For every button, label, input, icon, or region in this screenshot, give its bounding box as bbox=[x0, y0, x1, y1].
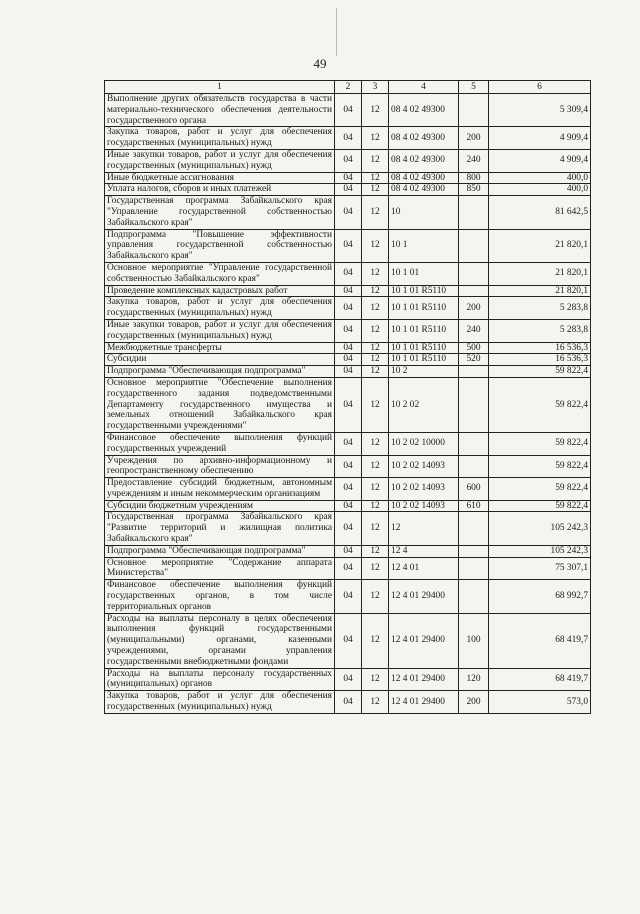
row-amount-cell: 400,0 bbox=[489, 172, 591, 184]
page-number: 49 bbox=[313, 56, 327, 71]
table-row bbox=[105, 668, 591, 691]
table-row bbox=[105, 149, 591, 172]
row-subsection-cell: 12 bbox=[362, 127, 389, 150]
row-target-article-cell: 08 4 02 49300 bbox=[389, 149, 459, 172]
table-row bbox=[105, 196, 591, 229]
row-target-article-cell: 12 bbox=[389, 512, 459, 545]
scan-fold-line bbox=[336, 8, 337, 56]
row-section-cell: 04 bbox=[335, 297, 362, 320]
row-name-cell: Расходы на выплаты персоналу в целях обеспечения выполнения функций государственными (муниципальными) органами, казенными учреждениями, органами управления государственными внебюджетными фондами bbox=[105, 613, 335, 668]
row-amount-cell: 21 820,1 bbox=[489, 262, 591, 285]
row-section-cell: 04 bbox=[335, 432, 362, 455]
row-expense-type-cell bbox=[459, 285, 489, 297]
row-expense-type-cell: 520 bbox=[459, 354, 489, 366]
row-target-article-cell: 10 2 02 14093 bbox=[389, 500, 459, 512]
row-subsection-cell: 12 bbox=[362, 557, 389, 580]
row-amount-cell: 59 822,4 bbox=[489, 432, 591, 455]
row-subsection-cell: 12 bbox=[362, 354, 389, 366]
row-expense-type-cell bbox=[459, 94, 489, 127]
row-section-cell: 04 bbox=[335, 149, 362, 172]
row-section-cell: 04 bbox=[335, 377, 362, 432]
row-target-article-cell: 12 4 01 29400 bbox=[389, 668, 459, 691]
column-header: 6 bbox=[489, 81, 591, 94]
row-name-cell: Подпрограмма "Обеспечивающая подпрограмма" bbox=[105, 545, 335, 557]
row-target-article-cell: 10 bbox=[389, 196, 459, 229]
row-amount-cell: 4 909,4 bbox=[489, 149, 591, 172]
row-amount-cell: 5 283,8 bbox=[489, 319, 591, 342]
row-subsection-cell: 12 bbox=[362, 297, 389, 320]
table-row bbox=[105, 262, 591, 285]
row-subsection-cell: 12 bbox=[362, 580, 389, 613]
table-row bbox=[105, 455, 591, 478]
row-target-article-cell: 12 4 bbox=[389, 545, 459, 557]
row-expense-type-cell: 610 bbox=[459, 500, 489, 512]
row-expense-type-cell bbox=[459, 377, 489, 432]
row-subsection-cell: 12 bbox=[362, 285, 389, 297]
row-expense-type-cell bbox=[459, 432, 489, 455]
row-section-cell: 04 bbox=[335, 580, 362, 613]
row-expense-type-cell: 200 bbox=[459, 691, 489, 714]
row-subsection-cell: 12 bbox=[362, 545, 389, 557]
column-header: 4 bbox=[389, 81, 459, 94]
row-subsection-cell: 12 bbox=[362, 691, 389, 714]
row-expense-type-cell: 240 bbox=[459, 319, 489, 342]
row-subsection-cell: 12 bbox=[362, 94, 389, 127]
table-row bbox=[105, 366, 591, 378]
row-subsection-cell: 12 bbox=[362, 500, 389, 512]
row-target-article-cell: 10 2 02 bbox=[389, 377, 459, 432]
row-target-article-cell: 10 1 bbox=[389, 229, 459, 262]
row-name-cell: Межбюджетные трансферты bbox=[105, 342, 335, 354]
row-name-cell: Государственная программа Забайкальского края "Развитие территорий и жилищная политика Забайкальского края" bbox=[105, 512, 335, 545]
row-target-article-cell: 12 4 01 29400 bbox=[389, 613, 459, 668]
row-subsection-cell: 12 bbox=[362, 149, 389, 172]
row-expense-type-cell bbox=[459, 196, 489, 229]
row-name-cell: Проведение комплексных кадастровых работ bbox=[105, 285, 335, 297]
row-section-cell: 04 bbox=[335, 512, 362, 545]
row-target-article-cell: 12 4 01 bbox=[389, 557, 459, 580]
table-row bbox=[105, 691, 591, 714]
row-section-cell: 04 bbox=[335, 262, 362, 285]
table-row bbox=[105, 432, 591, 455]
row-name-cell: Уплата налогов, сборов и иных платежей bbox=[105, 184, 335, 196]
row-section-cell: 04 bbox=[335, 184, 362, 196]
budget-table bbox=[104, 80, 591, 714]
row-amount-cell: 16 536,3 bbox=[489, 342, 591, 354]
row-target-article-cell: 10 2 02 14093 bbox=[389, 478, 459, 501]
row-subsection-cell: 12 bbox=[362, 184, 389, 196]
table-row bbox=[105, 377, 591, 432]
row-amount-cell: 75 307,1 bbox=[489, 557, 591, 580]
row-section-cell: 04 bbox=[335, 668, 362, 691]
row-expense-type-cell bbox=[459, 455, 489, 478]
row-expense-type-cell bbox=[459, 580, 489, 613]
row-section-cell: 04 bbox=[335, 366, 362, 378]
row-subsection-cell: 12 bbox=[362, 668, 389, 691]
row-section-cell: 04 bbox=[335, 319, 362, 342]
row-section-cell: 04 bbox=[335, 455, 362, 478]
row-expense-type-cell: 240 bbox=[459, 149, 489, 172]
row-amount-cell: 105 242,3 bbox=[489, 545, 591, 557]
table-body bbox=[105, 94, 591, 714]
row-expense-type-cell: 600 bbox=[459, 478, 489, 501]
row-amount-cell: 59 822,4 bbox=[489, 455, 591, 478]
row-target-article-cell: 10 2 02 10000 bbox=[389, 432, 459, 455]
row-expense-type-cell bbox=[459, 545, 489, 557]
table-row bbox=[105, 285, 591, 297]
row-subsection-cell: 12 bbox=[362, 613, 389, 668]
column-header: 5 bbox=[459, 81, 489, 94]
row-name-cell: Государственная программа Забайкальского края "Управление государственной собственностью Забайкальского края" bbox=[105, 196, 335, 229]
row-name-cell: Иные бюджетные ассигнования bbox=[105, 172, 335, 184]
table-row bbox=[105, 512, 591, 545]
row-name-cell: Закупка товаров, работ и услуг для обеспечения государственных (муниципальных) нужд bbox=[105, 691, 335, 714]
table-row bbox=[105, 229, 591, 262]
row-name-cell: Субсидии бюджетным учреждениям bbox=[105, 500, 335, 512]
row-section-cell: 04 bbox=[335, 94, 362, 127]
row-expense-type-cell: 500 bbox=[459, 342, 489, 354]
row-amount-cell: 59 822,4 bbox=[489, 478, 591, 501]
row-target-article-cell: 10 1 01 R5110 bbox=[389, 342, 459, 354]
row-name-cell: Финансовое обеспечение выполнения функций государственных учреждений bbox=[105, 432, 335, 455]
column-header: 1 bbox=[105, 81, 335, 94]
table-row bbox=[105, 478, 591, 501]
table-row bbox=[105, 545, 591, 557]
row-target-article-cell: 10 1 01 bbox=[389, 262, 459, 285]
row-amount-cell: 4 909,4 bbox=[489, 127, 591, 150]
row-amount-cell: 573,0 bbox=[489, 691, 591, 714]
row-section-cell: 04 bbox=[335, 691, 362, 714]
table-row bbox=[105, 127, 591, 150]
row-amount-cell: 59 822,4 bbox=[489, 366, 591, 378]
row-name-cell: Иные закупки товаров, работ и услуг для обеспечения государственных (муниципальных) нужд bbox=[105, 149, 335, 172]
row-expense-type-cell bbox=[459, 366, 489, 378]
row-target-article-cell: 10 2 bbox=[389, 366, 459, 378]
row-name-cell: Основное мероприятие "Управление государственной собственностью Забайкальского края" bbox=[105, 262, 335, 285]
column-header: 3 bbox=[362, 81, 389, 94]
row-target-article-cell: 10 1 01 R5110 bbox=[389, 297, 459, 320]
row-target-article-cell: 10 1 01 R5110 bbox=[389, 354, 459, 366]
row-expense-type-cell bbox=[459, 262, 489, 285]
table-row bbox=[105, 319, 591, 342]
table-row bbox=[105, 613, 591, 668]
row-section-cell: 04 bbox=[335, 478, 362, 501]
row-section-cell: 04 bbox=[335, 342, 362, 354]
table-row bbox=[105, 342, 591, 354]
row-amount-cell: 81 642,5 bbox=[489, 196, 591, 229]
row-section-cell: 04 bbox=[335, 354, 362, 366]
row-name-cell: Закупка товаров, работ и услуг для обеспечения государственных (муниципальных) нужд bbox=[105, 127, 335, 150]
row-subsection-cell: 12 bbox=[362, 319, 389, 342]
table-row bbox=[105, 500, 591, 512]
row-name-cell: Выполнение других обязательств государства в части материально-технического обеспечения деятельности государственного органа bbox=[105, 94, 335, 127]
row-name-cell: Предоставление субсидий бюджетным, автономным учреждениям и иным некоммерческим организациям bbox=[105, 478, 335, 501]
row-expense-type-cell: 120 bbox=[459, 668, 489, 691]
row-name-cell: Основное мероприятие "Содержание аппарата Министерства" bbox=[105, 557, 335, 580]
row-expense-type-cell: 200 bbox=[459, 297, 489, 320]
row-section-cell: 04 bbox=[335, 127, 362, 150]
row-name-cell: Субсидии bbox=[105, 354, 335, 366]
row-amount-cell: 400,0 bbox=[489, 184, 591, 196]
row-target-article-cell: 08 4 02 49300 bbox=[389, 172, 459, 184]
row-target-article-cell: 10 2 02 14093 bbox=[389, 455, 459, 478]
row-section-cell: 04 bbox=[335, 500, 362, 512]
table-row bbox=[105, 184, 591, 196]
row-name-cell: Расходы на выплаты персоналу государственных (муниципальных) органов bbox=[105, 668, 335, 691]
row-expense-type-cell bbox=[459, 557, 489, 580]
row-name-cell: Подпрограмма "Повышение эффективности управления государственной собственностью Забайкальского края" bbox=[105, 229, 335, 262]
row-name-cell: Основное мероприятие "Обеспечение выполнения государственного задания подведомственными Департаменту государственного имущества и земельных отношений Забайкальского края государственными учреждениями" bbox=[105, 377, 335, 432]
row-target-article-cell: 08 4 02 49300 bbox=[389, 94, 459, 127]
row-name-cell: Учреждения по архивно-информационному и геопространственному обеспечению bbox=[105, 455, 335, 478]
table-row bbox=[105, 94, 591, 127]
row-section-cell: 04 bbox=[335, 613, 362, 668]
row-amount-cell: 68 419,7 bbox=[489, 613, 591, 668]
row-subsection-cell: 12 bbox=[362, 366, 389, 378]
row-subsection-cell: 12 bbox=[362, 512, 389, 545]
row-subsection-cell: 12 bbox=[362, 342, 389, 354]
table-row bbox=[105, 297, 591, 320]
row-amount-cell: 5 283,8 bbox=[489, 297, 591, 320]
row-section-cell: 04 bbox=[335, 229, 362, 262]
row-subsection-cell: 12 bbox=[362, 196, 389, 229]
row-target-article-cell: 10 1 01 R5110 bbox=[389, 285, 459, 297]
row-name-cell: Закупка товаров, работ и услуг для обеспечения государственных (муниципальных) нужд bbox=[105, 297, 335, 320]
row-section-cell: 04 bbox=[335, 545, 362, 557]
row-subsection-cell: 12 bbox=[362, 229, 389, 262]
row-amount-cell: 68 419,7 bbox=[489, 668, 591, 691]
row-subsection-cell: 12 bbox=[362, 172, 389, 184]
row-expense-type-cell: 200 bbox=[459, 127, 489, 150]
table-row bbox=[105, 557, 591, 580]
row-subsection-cell: 12 bbox=[362, 262, 389, 285]
header-row bbox=[105, 81, 591, 94]
row-target-article-cell: 12 4 01 29400 bbox=[389, 580, 459, 613]
row-target-article-cell: 08 4 02 49300 bbox=[389, 127, 459, 150]
row-amount-cell: 105 242,3 bbox=[489, 512, 591, 545]
row-target-article-cell: 10 1 01 R5110 bbox=[389, 319, 459, 342]
row-amount-cell: 59 822,4 bbox=[489, 500, 591, 512]
row-section-cell: 04 bbox=[335, 285, 362, 297]
table-row bbox=[105, 580, 591, 613]
row-subsection-cell: 12 bbox=[362, 455, 389, 478]
row-subsection-cell: 12 bbox=[362, 478, 389, 501]
table-row bbox=[105, 172, 591, 184]
row-amount-cell: 21 820,1 bbox=[489, 285, 591, 297]
row-target-article-cell: 08 4 02 49300 bbox=[389, 184, 459, 196]
row-name-cell: Иные закупки товаров, работ и услуг для обеспечения государственных (муниципальных) нужд bbox=[105, 319, 335, 342]
row-section-cell: 04 bbox=[335, 196, 362, 229]
row-target-article-cell: 12 4 01 29400 bbox=[389, 691, 459, 714]
row-subsection-cell: 12 bbox=[362, 377, 389, 432]
row-subsection-cell: 12 bbox=[362, 432, 389, 455]
table-row bbox=[105, 354, 591, 366]
row-amount-cell: 68 992,7 bbox=[489, 580, 591, 613]
row-amount-cell: 59 822,4 bbox=[489, 377, 591, 432]
row-name-cell: Подпрограмма "Обеспечивающая подпрограмма" bbox=[105, 366, 335, 378]
row-section-cell: 04 bbox=[335, 557, 362, 580]
row-section-cell: 04 bbox=[335, 172, 362, 184]
row-expense-type-cell bbox=[459, 512, 489, 545]
row-name-cell: Финансовое обеспечение выполнения функций государственных органов, в том числе территориальных органов bbox=[105, 580, 335, 613]
row-amount-cell: 21 820,1 bbox=[489, 229, 591, 262]
column-header: 2 bbox=[335, 81, 362, 94]
row-expense-type-cell: 850 bbox=[459, 184, 489, 196]
row-expense-type-cell bbox=[459, 229, 489, 262]
row-expense-type-cell: 800 bbox=[459, 172, 489, 184]
row-amount-cell: 5 309,4 bbox=[489, 94, 591, 127]
row-amount-cell: 16 536,3 bbox=[489, 354, 591, 366]
row-expense-type-cell: 100 bbox=[459, 613, 489, 668]
